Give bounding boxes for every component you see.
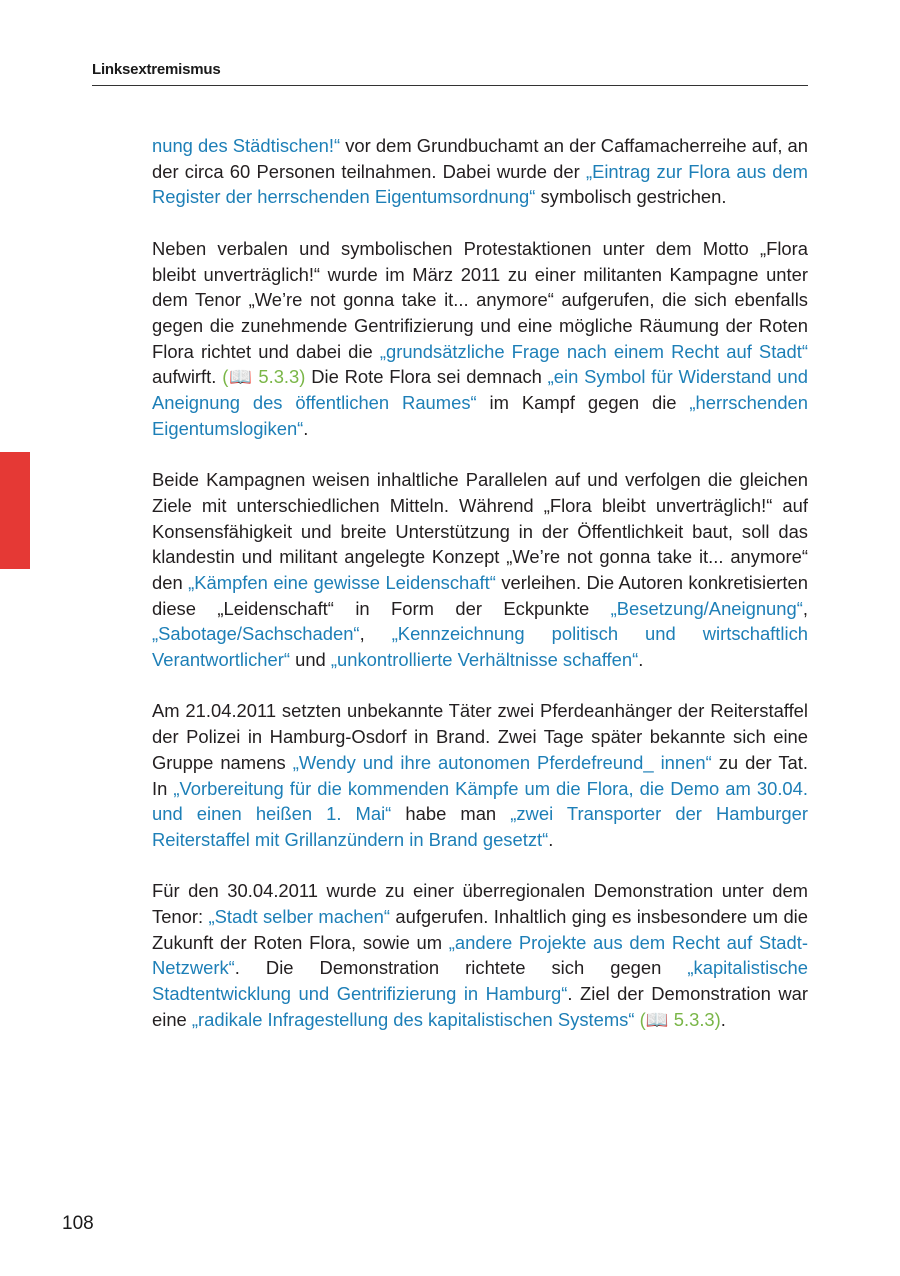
body-run: , <box>359 623 392 645</box>
quoted-text: „radikale Infragestellung des kapitalistischen Systems“ <box>191 1008 635 1030</box>
body-run: Für den 30.04.2011 wurde zu einer überregionalen Demonstration unter dem Tenor: <box>152 880 808 928</box>
paragraph <box>152 133 808 210</box>
body-text <box>152 133 808 1058</box>
running-header-title: Linksextremismus <box>92 61 221 78</box>
paragraph <box>152 698 808 852</box>
body-run: symbolisch gestrichen. <box>535 186 727 208</box>
quoted-text: nung des Städtischen!“ <box>152 135 341 156</box>
paragraph <box>152 467 808 673</box>
body-run: aufwirft. <box>152 366 223 388</box>
body-run: vor dem Grundbuchamt an der Caffamacherreihe auf, an der circa 60 Personen teilnahmen. Dabei wurde der <box>152 135 808 182</box>
body-run: Beide Kampagnen weisen inhaltliche Parallelen auf und verfolgen die gleichen Ziele mit unterschiedlichen Mitteln. Während „Flora bleibt unverträglich!“ auf Konsensfähigkeit und breite Unterstützung in der Öffentlichkeit baut, soll das klandestin und militant angelegte Konzept „We’re not gonna take it... anymore“ den <box>152 469 808 593</box>
paragraph <box>152 236 808 442</box>
quoted-text: „Eintrag zur Flora aus dem Register der herrschenden Eigentumsordnung“ <box>152 160 808 208</box>
body-run: . Die Demonstration richtete sich gegen <box>234 957 688 979</box>
body-run: , <box>802 597 808 619</box>
cross-reference: (📖 5.3.3) <box>639 1008 721 1030</box>
quoted-text: „unkontrollierte Verhältnisse schaffen“ <box>330 649 639 671</box>
chapter-side-tab <box>0 452 30 569</box>
quoted-text: „Sabotage/Sachschaden“ <box>152 623 360 645</box>
quoted-text: „Besetzung/Aneignung“ <box>610 597 803 619</box>
body-run: verleihen. Die Autoren konkretisierten diese „Leidenschaft“ in Form der Eckpunkte <box>152 571 808 619</box>
body-run: . <box>548 828 554 850</box>
page-number: 108 <box>62 1213 94 1234</box>
quoted-text: „Kämpfen eine gewisse Leidenschaft“ <box>188 571 496 593</box>
body-run: aufgerufen. Inhaltlich ging es insbesondere um die Zukunft der Roten Flora, sowie um <box>152 906 808 953</box>
quoted-text: „herrschenden Eigentumslogiken“ <box>152 392 809 439</box>
body-run: im Kampf gegen die <box>476 392 690 414</box>
cross-reference: (📖 5.3.3) <box>222 366 306 388</box>
quoted-text: „zwei Transporter der Hamburger Reiterstaffel mit Grillanzündern in Brand gesetzt“ <box>152 803 808 850</box>
paragraph <box>152 878 808 1032</box>
body-run: zu der Tat. In <box>152 751 808 799</box>
body-run: Neben verbalen und symbolischen Protestaktionen unter dem Motto „Flora bleibt unverträglich!“ wurde im März 2011 zu einer militanten Kampagne unter dem Tenor „We’re not gonna take it... anymore“ aufgerufen, die sich ebenfalls gegen die zunehmende Gentrifizierung und eine mögliche Räumung der Roten Flora richtet und dabei die <box>152 237 808 362</box>
header-divider <box>92 85 808 86</box>
quoted-text: „Kennzeichnung politisch und wirtschaftlich Verantwortlicher“ <box>152 623 808 671</box>
quoted-text: „Vorbereitung für die kommenden Kämpfe um die Flora, die Demo am 30.04. und einen heißen 1. Mai“ <box>152 777 808 825</box>
quoted-text: „ein Symbol für Widerstand und Aneignung des öffentlichen Raumes“ <box>152 366 808 414</box>
quoted-text: „Stadt selber machen“ <box>208 906 390 928</box>
quoted-text: „andere Projekte aus dem Recht auf Stadt-Netzwerk“ <box>152 931 808 979</box>
body-run: habe man <box>391 803 511 825</box>
quoted-text: „grundsätzliche Frage nach einem Recht auf Stadt“ <box>379 340 808 362</box>
body-run: Am 21.04.2011 setzten unbekannte Täter zwei Pferdeanhänger der Reiterstaffel der Polizei in Hamburg-Osdorf in Brand. Zwei Tage später bekannte sich eine Gruppe namens <box>152 700 808 773</box>
body-run: . Ziel der Demonstration war eine <box>152 983 808 1030</box>
body-run: . <box>303 417 309 439</box>
quoted-text: „kapitalistische Stadtentwicklung und Gentrifizierung in Hamburg“ <box>152 957 808 1005</box>
body-run: . <box>720 1008 726 1030</box>
body-run: und <box>289 649 331 671</box>
quoted-text: „Wendy und ihre autonomen Pferdefreund_ innen“ <box>292 751 712 773</box>
body-run: Die Rote Flora sei demnach <box>305 366 548 388</box>
body-run: . <box>638 649 644 671</box>
